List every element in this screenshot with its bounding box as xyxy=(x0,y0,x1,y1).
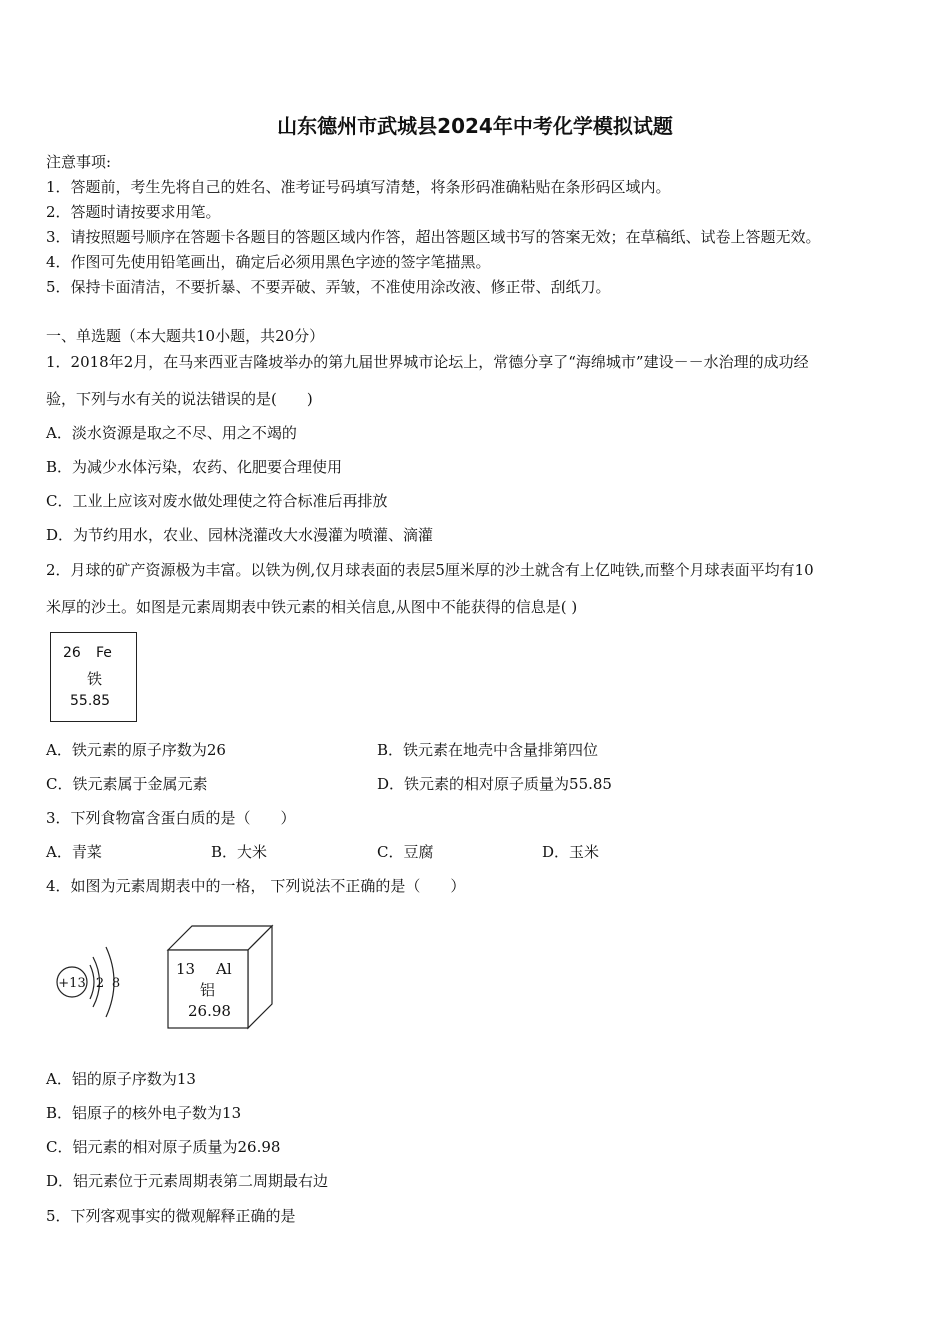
q1-option-b: B．为减少水体污染，农药、化肥要合理使用 xyxy=(46,458,343,476)
notice-item: 2．答题时请按要求用笔。 xyxy=(46,203,221,221)
q3-option-d: D．玉米 xyxy=(542,843,600,861)
element-name: 铝 xyxy=(200,981,216,999)
q4-option-c: C．铝元素的相对原子质量为26.98 xyxy=(46,1138,281,1156)
shell-2-electrons: 8 xyxy=(111,976,121,991)
element-symbol: Fe xyxy=(96,645,112,661)
electron-shell-arc xyxy=(90,965,94,999)
notice-item: 3．请按照题号顺序在答题卡各题目的答题区域内作答，超出答题区域书写的答案无效；在草稿纸、试卷上答题无效。 xyxy=(46,228,821,246)
iron-element-card xyxy=(50,632,137,722)
q2-option-c: C．铁元素属于金属元素 xyxy=(46,775,208,793)
q1-option-d: D．为节约用水，农业、园林浇灌改大水漫灌为喷灌、滴灌 xyxy=(46,526,434,544)
shell-1-electrons: 2 xyxy=(95,976,105,991)
q3-option-b: B．大米 xyxy=(211,843,268,861)
element-name: 铁 xyxy=(87,670,103,688)
section-heading: 一、单选题（本大题共10小题，共20分） xyxy=(46,327,325,345)
notice-heading: 注意事项: xyxy=(46,153,112,171)
notice-item: 4．作图可先使用铅笔画出，确定后必须用黑色字迹的签字笔描黑。 xyxy=(46,253,491,271)
question-1-stem-cont: 验，下列与水有关的说法错误的是( ) xyxy=(46,390,313,408)
question-1-stem: 1．2018年2月，在马来西亚吉隆坡举办的第九届世界城市论坛上，常德分享了“海绵城市”建设－－水治理的成功经 xyxy=(46,353,809,371)
question-2-stem: 2．月球的矿产资源极为丰富。以铁为例,仅月球表面的表层5厘米厚的沙土就含有上亿吨铁,而整个月球表面平均有10 xyxy=(46,561,814,579)
element-mass: 26.98 xyxy=(188,1002,231,1020)
q1-option-c: C．工业上应该对废水做处理使之符合标准后再排放 xyxy=(46,492,388,510)
element-symbol: Al xyxy=(216,960,232,978)
element-number: 13 xyxy=(176,960,196,978)
question-4-stem: 4．如图为元素周期表中的一格， 下列说法不正确的是（ ） xyxy=(46,877,466,895)
element-mass: 55.85 xyxy=(70,693,111,709)
q4-option-d: D．铝元素位于元素周期表第二周期最右边 xyxy=(46,1172,329,1190)
q1-option-a: A．淡水资源是取之不尽、用之不竭的 xyxy=(46,424,297,442)
nucleus-charge: +13 xyxy=(58,976,86,991)
q4-option-a: A．铝的原子序数为13 xyxy=(46,1070,196,1088)
q2-option-a: A．铁元素的原子序数为26 xyxy=(46,741,226,759)
notice-item: 5．保持卡面清洁，不要折暴、不要弄破、弄皱，不准使用涂改液、修正带、刮纸刀。 xyxy=(46,278,611,296)
page-title: 山东德州市武城县2024年中考化学模拟试题 xyxy=(277,114,673,138)
aluminum-atom-diagram xyxy=(50,935,130,1030)
element-number: 26 xyxy=(63,645,81,661)
q3-option-a: A．青菜 xyxy=(46,843,102,861)
q2-option-d: D．铁元素的相对原子质量为55.85 xyxy=(377,775,612,793)
aluminum-element-cube xyxy=(164,922,276,1032)
q2-option-b: B．铁元素在地壳中含量排第四位 xyxy=(377,741,599,759)
question-3-stem: 3．下列食物富含蛋白质的是（ ） xyxy=(46,809,296,827)
question-5-stem: 5．下列客观事实的微观解释正确的是 xyxy=(46,1207,296,1225)
q3-option-c: C．豆腐 xyxy=(377,843,434,861)
q4-option-b: B．铝原子的核外电子数为13 xyxy=(46,1104,242,1122)
question-2-stem-cont: 米厚的沙土。如图是元素周期表中铁元素的相关信息,从图中不能获得的信息是( ) xyxy=(46,598,578,616)
notice-item: 1．答题前，考生先将自己的姓名、准考证号码填写清楚，将条形码准确粘贴在条形码区域内。 xyxy=(46,178,671,196)
